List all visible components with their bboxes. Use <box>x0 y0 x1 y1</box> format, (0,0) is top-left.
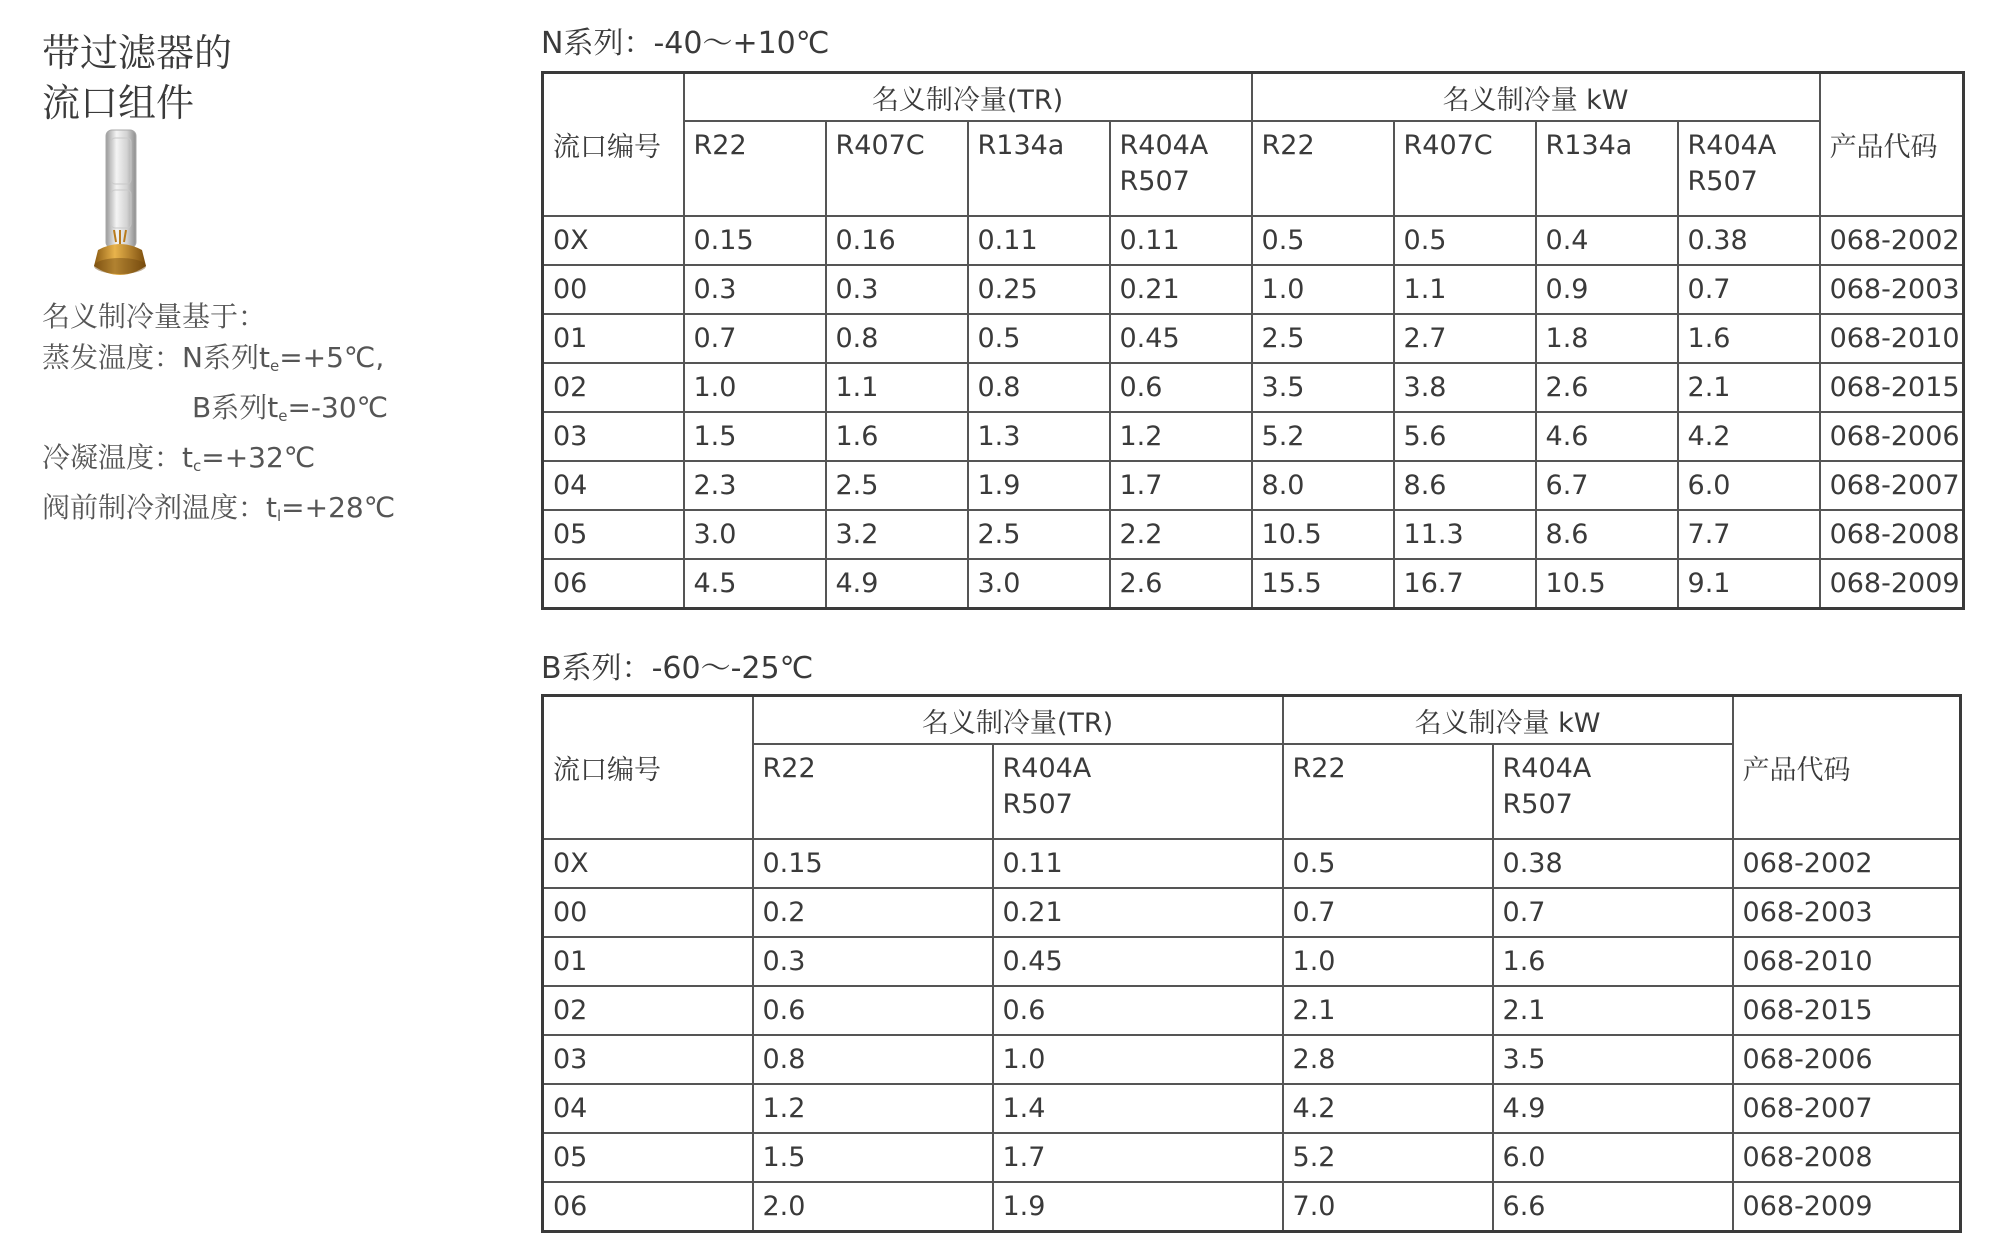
capacity-cell: 0.5 <box>1252 216 1394 265</box>
capacity-cell: 0.3 <box>753 937 993 986</box>
capacity-cell: 1.4 <box>993 1084 1283 1133</box>
product-code-cell: 068-2002 <box>1820 216 1964 265</box>
kw-capacity-group-header: 名义制冷量 kW <box>1252 73 1820 122</box>
capacity-cell: 4.6 <box>1536 412 1678 461</box>
capacity-cell: 6.0 <box>1493 1133 1733 1182</box>
table-row <box>543 510 1964 559</box>
product-code-cell: 068-2009 <box>1733 1182 1961 1232</box>
capacity-cell: 5.6 <box>1394 412 1536 461</box>
capacity-cell: 9.1 <box>1678 559 1820 609</box>
capacity-cell: 0.2 <box>753 888 993 937</box>
b-series-label: B系列：-60～-25℃ <box>541 651 814 686</box>
capacity-cell: 2.3 <box>684 461 826 510</box>
table-row <box>543 461 1964 510</box>
capacity-cell: 1.0 <box>684 363 826 412</box>
table-row <box>543 216 1964 265</box>
capacity-cell: 1.6 <box>1493 937 1733 986</box>
capacity-cell: 2.2 <box>1110 510 1252 559</box>
section-title-line-1: 带过滤器的 <box>42 31 233 75</box>
table-row <box>543 363 1964 412</box>
capacity-cell: 2.1 <box>1493 986 1733 1035</box>
capacity-cell: 1.7 <box>993 1133 1283 1182</box>
capacity-cell: 1.8 <box>1536 314 1678 363</box>
product-code-cell: 068-2010 <box>1820 314 1964 363</box>
capacity-cell: 1.5 <box>684 412 826 461</box>
capacity-cell: 0.45 <box>1110 314 1252 363</box>
capacity-cell: 0.21 <box>1110 265 1252 314</box>
capacity-cell: 3.0 <box>968 559 1110 609</box>
capacity-cell: 4.5 <box>684 559 826 609</box>
capacity-cell: 11.3 <box>1394 510 1536 559</box>
capacity-cell: 0.6 <box>993 986 1283 1035</box>
capacity-cell: 1.0 <box>1252 265 1394 314</box>
product-code-cell: 068-2003 <box>1733 888 1961 937</box>
port-number-cell: 00 <box>543 888 753 937</box>
capacity-cell: 2.0 <box>753 1182 993 1232</box>
port-number-cell: 05 <box>543 1133 753 1182</box>
table-row <box>543 314 1964 363</box>
rating-conditions <box>42 296 395 537</box>
capacity-cell: 0.8 <box>826 314 968 363</box>
capacity-cell: 0.16 <box>826 216 968 265</box>
capacity-cell: 0.38 <box>1493 839 1733 888</box>
capacity-cell: 1.3 <box>968 412 1110 461</box>
capacity-cell: 4.9 <box>826 559 968 609</box>
refrigerant-header: R134a <box>1536 121 1678 216</box>
capacity-cell: 3.2 <box>826 510 968 559</box>
table-row <box>543 1182 1961 1232</box>
capacity-cell: 0.7 <box>1283 888 1493 937</box>
capacity-cell: 8.6 <box>1394 461 1536 510</box>
tr-capacity-group-header: 名义制冷量(TR) <box>684 73 1252 122</box>
capacity-cell: 4.9 <box>1493 1084 1733 1133</box>
capacity-cell: 0.15 <box>684 216 826 265</box>
capacity-cell: 0.9 <box>1536 265 1678 314</box>
capacity-cell: 1.1 <box>1394 265 1536 314</box>
refrigerant-header: R407C <box>1394 121 1536 216</box>
capacity-cell: 5.2 <box>1252 412 1394 461</box>
table-row <box>543 265 1964 314</box>
capacity-cell: 0.7 <box>1678 265 1820 314</box>
table-row <box>543 1084 1961 1133</box>
capacity-cell: 4.2 <box>1678 412 1820 461</box>
product-code-cell: 068-2009 <box>1820 559 1964 609</box>
capacity-cell: 2.7 <box>1394 314 1536 363</box>
product-code-cell: 068-2002 <box>1733 839 1961 888</box>
product-code-cell: 068-2007 <box>1820 461 1964 510</box>
capacity-cell: 0.45 <box>993 937 1283 986</box>
port-number-header: 流口编号 <box>543 73 684 217</box>
capacity-cell: 2.1 <box>1678 363 1820 412</box>
capacity-cell: 0.5 <box>968 314 1110 363</box>
capacity-cell: 1.2 <box>753 1084 993 1133</box>
b-series-table <box>541 694 1962 1233</box>
capacity-cell: 0.4 <box>1536 216 1678 265</box>
port-number-cell: 02 <box>543 986 753 1035</box>
capacity-cell: 1.6 <box>1678 314 1820 363</box>
port-number-cell: 04 <box>543 1084 753 1133</box>
capacity-cell: 2.6 <box>1110 559 1252 609</box>
refrigerant-header: R22 <box>753 744 993 839</box>
capacity-cell: 1.0 <box>993 1035 1283 1084</box>
port-number-cell: 06 <box>543 1182 753 1232</box>
product-code-cell: 068-2006 <box>1733 1035 1961 1084</box>
n-series-table <box>541 71 1965 610</box>
condensing-temperature: 冷凝温度：$t_c=+32℃$ <box>42 441 316 475</box>
capacity-cell: 0.8 <box>753 1035 993 1084</box>
refrigerant-header: R407C <box>826 121 968 216</box>
capacity-cell: 4.2 <box>1283 1084 1493 1133</box>
refrigerant-header: R404A R507 <box>1493 744 1733 839</box>
port-number-cell: 00 <box>543 265 684 314</box>
capacity-cell: 2.1 <box>1283 986 1493 1035</box>
section-title-line-2: 流口组件 <box>42 81 195 125</box>
tr-capacity-group-header: 名义制冷量(TR) <box>753 696 1283 745</box>
table-row <box>543 559 1964 609</box>
capacity-cell: 6.7 <box>1536 461 1678 510</box>
capacity-cell: 0.8 <box>968 363 1110 412</box>
capacity-cell: 0.7 <box>1493 888 1733 937</box>
capacity-cell: 0.15 <box>753 839 993 888</box>
capacity-cell: 1.5 <box>753 1133 993 1182</box>
port-number-cell: 04 <box>543 461 684 510</box>
capacity-cell: 2.6 <box>1536 363 1678 412</box>
capacity-cell: 10.5 <box>1536 559 1678 609</box>
port-number-header: 流口编号 <box>543 696 753 840</box>
table-row <box>543 937 1961 986</box>
port-number-cell: 0X <box>543 216 684 265</box>
capacity-cell: 1.9 <box>968 461 1110 510</box>
capacity-cell: 6.0 <box>1678 461 1820 510</box>
capacity-cell: 7.7 <box>1678 510 1820 559</box>
capacity-cell: 6.6 <box>1493 1182 1733 1232</box>
capacity-cell: 1.0 <box>1283 937 1493 986</box>
refrigerant-header: R22 <box>1252 121 1394 216</box>
capacity-cell: 2.5 <box>1252 314 1394 363</box>
port-number-cell: 01 <box>543 314 684 363</box>
capacity-cell: 10.5 <box>1252 510 1394 559</box>
n-series-label: N系列：-40～+10℃ <box>541 26 830 61</box>
port-number-cell: 03 <box>543 1035 753 1084</box>
capacity-cell: 0.11 <box>1110 216 1252 265</box>
section-title <box>42 28 232 128</box>
capacity-cell: 15.5 <box>1252 559 1394 609</box>
capacity-cell: 0.38 <box>1678 216 1820 265</box>
product-code-cell: 068-2010 <box>1733 937 1961 986</box>
capacity-cell: 5.2 <box>1283 1133 1493 1182</box>
refrigerant-header: R134a <box>968 121 1110 216</box>
port-number-cell: 06 <box>543 559 684 609</box>
product-code-cell: 068-2015 <box>1820 363 1964 412</box>
evaporating-temperature-b: B系列$t_e=-30℃$ <box>192 391 389 425</box>
capacity-cell: 1.2 <box>1110 412 1252 461</box>
capacity-cell: 8.0 <box>1252 461 1394 510</box>
product-code-cell: 068-2006 <box>1820 412 1964 461</box>
refrigerant-header: R22 <box>684 121 826 216</box>
product-code-header: 产品代码 <box>1733 696 1961 840</box>
port-number-cell: 05 <box>543 510 684 559</box>
capacity-cell: 0.5 <box>1394 216 1536 265</box>
table-row <box>543 839 1961 888</box>
table-row <box>543 888 1961 937</box>
capacity-cell: 16.7 <box>1394 559 1536 609</box>
capacity-cell: 0.3 <box>684 265 826 314</box>
product-code-cell: 068-2008 <box>1820 510 1964 559</box>
capacity-cell: 1.6 <box>826 412 968 461</box>
capacity-cell: 8.6 <box>1536 510 1678 559</box>
port-number-cell: 03 <box>543 412 684 461</box>
capacity-cell: 0.6 <box>1110 363 1252 412</box>
product-code-cell: 068-2015 <box>1733 986 1961 1035</box>
refrigerant-header: R404A R507 <box>993 744 1283 839</box>
capacity-cell: 2.5 <box>826 461 968 510</box>
capacity-cell: 0.6 <box>753 986 993 1035</box>
capacity-cell: 3.8 <box>1394 363 1536 412</box>
capacity-cell: 1.7 <box>1110 461 1252 510</box>
product-code-cell: 068-2008 <box>1733 1133 1961 1182</box>
port-number-cell: 0X <box>543 839 753 888</box>
liquid-temperature: 阀前制冷剂温度：$t_l=+28℃$ <box>42 491 396 525</box>
refrigerant-header: R404A R507 <box>1678 121 1820 216</box>
capacity-cell: 2.5 <box>968 510 1110 559</box>
product-code-header: 产品代码 <box>1820 73 1964 217</box>
port-number-cell: 01 <box>543 937 753 986</box>
capacity-cell: 0.25 <box>968 265 1110 314</box>
capacity-cell: 0.7 <box>684 314 826 363</box>
capacity-cell: 0.3 <box>826 265 968 314</box>
kw-capacity-group-header: 名义制冷量 kW <box>1283 696 1733 745</box>
refrigerant-header: R22 <box>1283 744 1493 839</box>
capacity-cell: 3.5 <box>1252 363 1394 412</box>
table-row <box>543 1133 1961 1182</box>
capacity-cell: 1.1 <box>826 363 968 412</box>
port-number-cell: 02 <box>543 363 684 412</box>
orifice-assembly-image <box>84 126 156 286</box>
capacity-cell: 3.0 <box>684 510 826 559</box>
capacity-cell: 0.5 <box>1283 839 1493 888</box>
table-row <box>543 412 1964 461</box>
product-code-cell: 068-2007 <box>1733 1084 1961 1133</box>
capacity-cell: 1.9 <box>993 1182 1283 1232</box>
refrigerant-header: R404A R507 <box>1110 121 1252 216</box>
table-row <box>543 986 1961 1035</box>
rating-conditions-heading: 名义制冷量基于： <box>42 300 267 333</box>
capacity-cell: 3.5 <box>1493 1035 1733 1084</box>
capacity-cell: 0.21 <box>993 888 1283 937</box>
capacity-cell: 7.0 <box>1283 1182 1493 1232</box>
capacity-cell: 2.8 <box>1283 1035 1493 1084</box>
evaporating-temperature-n: 蒸发温度：N系列$t_e=+5℃$, <box>42 341 385 375</box>
capacity-cell: 0.11 <box>993 839 1283 888</box>
capacity-cell: 0.11 <box>968 216 1110 265</box>
product-code-cell: 068-2003 <box>1820 265 1964 314</box>
table-row <box>543 1035 1961 1084</box>
